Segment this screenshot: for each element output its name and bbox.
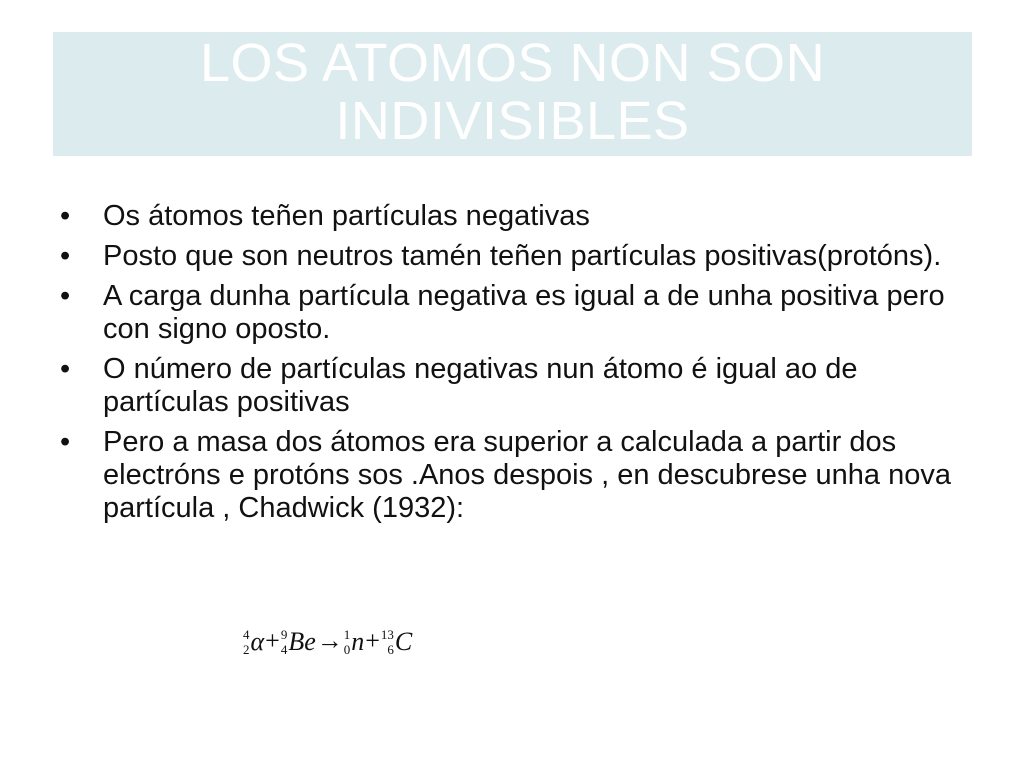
bullet-marker: • bbox=[60, 426, 71, 458]
bullet-text: Os átomos teñen partículas negativas bbox=[103, 200, 590, 232]
beryllium-symbol: Be bbox=[288, 627, 316, 657]
alpha-symbol: α bbox=[250, 627, 265, 657]
bullet-marker: • bbox=[60, 353, 71, 385]
neutron-mass-number: 1 bbox=[343, 627, 351, 643]
alpha-particle bbox=[243, 623, 264, 659]
plus-sign: + bbox=[265, 626, 280, 656]
neutron bbox=[344, 623, 365, 659]
bullet-text: Posto que son neutros tamén teñen partículas positivas(protóns). bbox=[103, 240, 942, 272]
carbon-mass-number: 13 bbox=[380, 627, 394, 643]
reaction-arrow: → bbox=[316, 626, 343, 656]
plus-sign: + bbox=[365, 626, 380, 656]
bullet-text: A carga dunha partícula negativa es igual a de unha positiva pero con signo oposto. bbox=[103, 280, 945, 345]
carbon-atomic-number: 6 bbox=[387, 642, 394, 658]
bullet-item bbox=[58, 426, 988, 525]
bullet-item bbox=[58, 200, 988, 233]
carbon-nucleus bbox=[381, 623, 412, 659]
alpha-atomic-number: 2 bbox=[243, 642, 250, 658]
neutron-symbol: n bbox=[351, 627, 365, 657]
carbon-symbol: C bbox=[394, 627, 413, 657]
beryllium-mass-number: 9 bbox=[280, 627, 288, 643]
nuclear-reaction-equation bbox=[243, 622, 412, 659]
bullet-item bbox=[58, 240, 988, 273]
title-banner bbox=[53, 32, 972, 156]
bullet-item bbox=[58, 280, 988, 346]
beryllium-nucleus bbox=[281, 623, 316, 659]
beryllium-atomic-number: 4 bbox=[280, 642, 288, 658]
bullet-text: Pero a masa dos átomos era superior a calculada a partir dos electróns e protóns sos .Anos despois , en descubrese unha nova partícula , Chadwick (1932): bbox=[103, 426, 951, 524]
alpha-mass-number: 4 bbox=[243, 627, 250, 643]
bullet-marker: • bbox=[60, 200, 71, 232]
neutron-atomic-number: 0 bbox=[343, 642, 351, 658]
bullet-marker: • bbox=[60, 280, 71, 312]
bullet-list bbox=[58, 200, 988, 532]
bullet-item bbox=[58, 353, 988, 419]
bullet-text: O número de partículas negativas nun átomo é igual ao de partículas positivas bbox=[103, 353, 858, 418]
slide-title: LOS ATOMOS NON SON INDIVISIBLES bbox=[199, 33, 826, 151]
bullet-marker: • bbox=[60, 240, 71, 272]
